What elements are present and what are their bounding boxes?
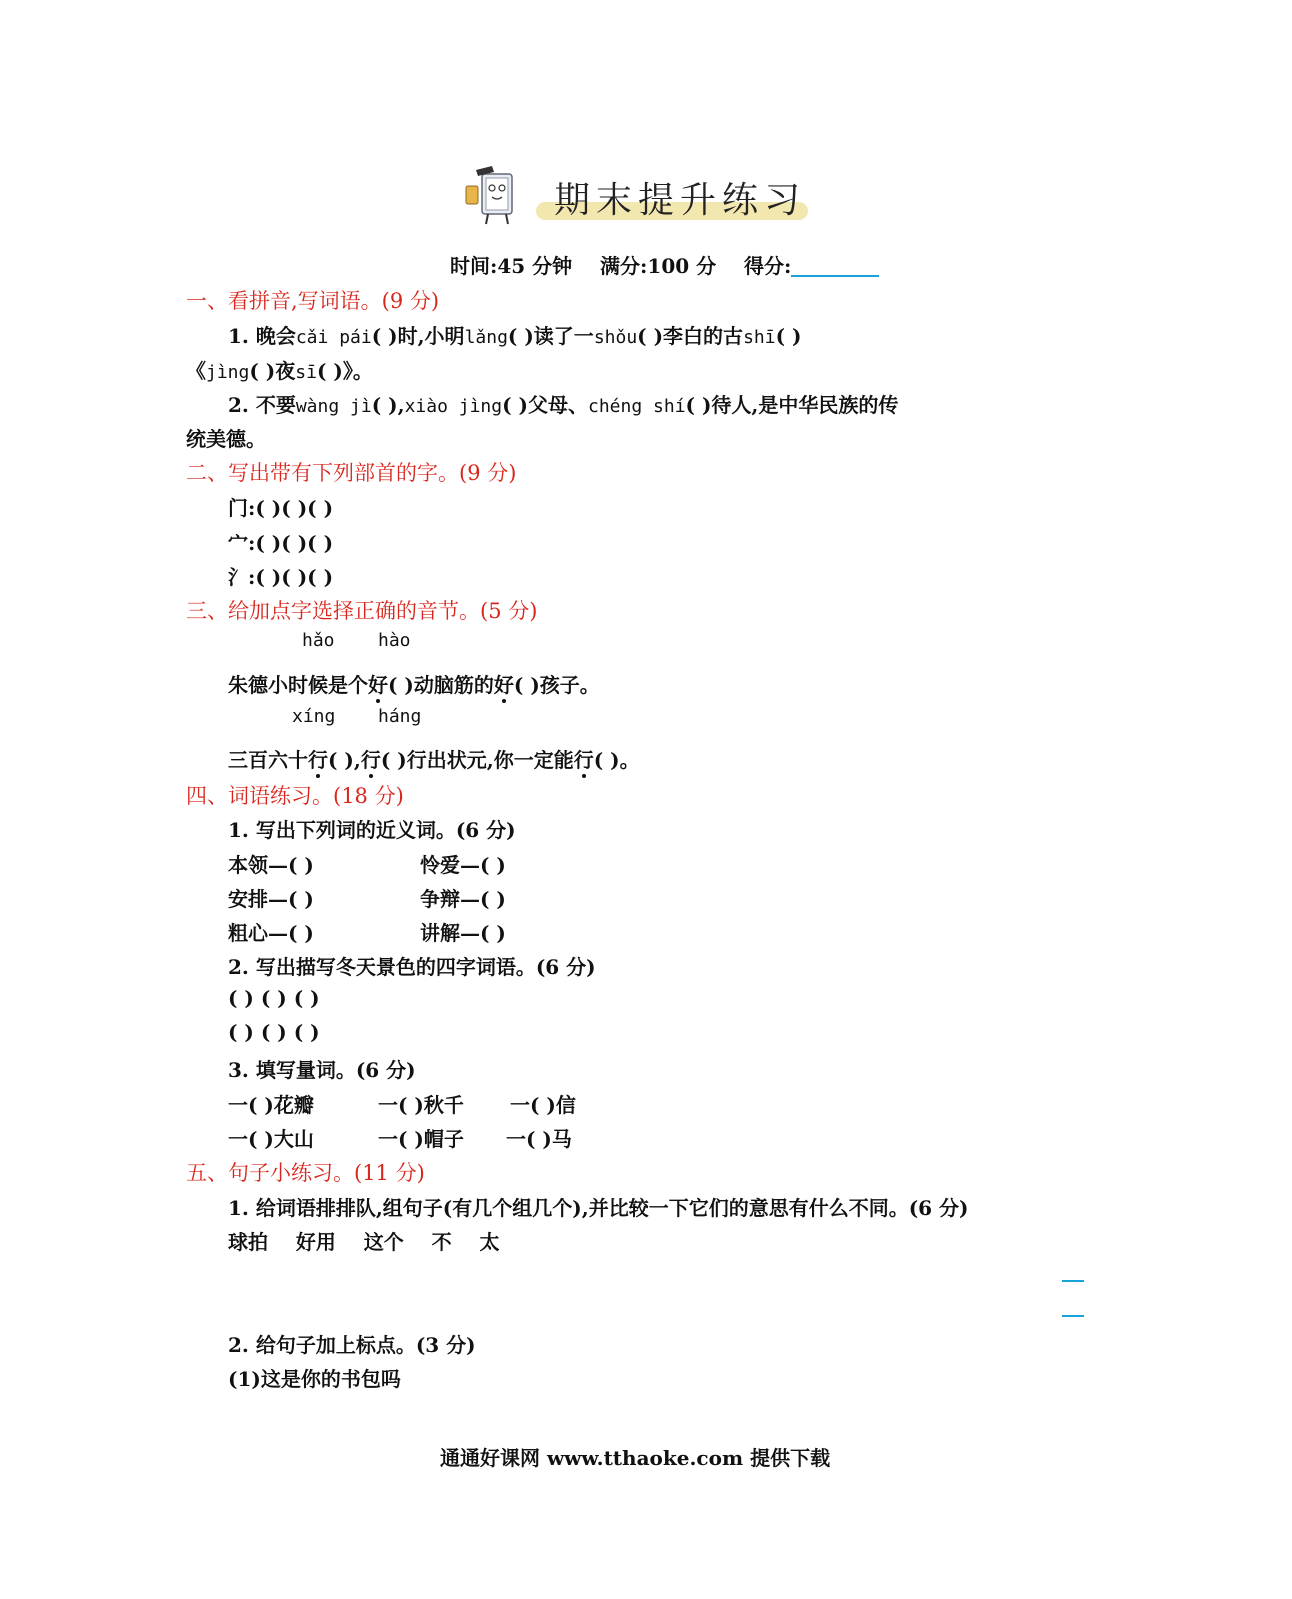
radical-row[interactable]: 宀:( )( )( ) <box>228 531 334 555</box>
blank-text[interactable]: ( ) <box>775 324 802 348</box>
word: 好用 <box>295 1230 336 1254</box>
word: 不 <box>431 1230 452 1254</box>
measure-word-item[interactable]: 一( )大山 <box>228 1127 314 1151</box>
blank-text[interactable]: ( )》。 <box>316 359 373 383</box>
score-field[interactable] <box>791 261 879 277</box>
blank-text[interactable]: ( )李白的古 <box>637 324 744 348</box>
text: 三百六十 <box>228 748 308 772</box>
s1-q2-line2: 统美德。 <box>186 427 266 451</box>
measure-word-item[interactable]: 一( )帽子 <box>378 1127 464 1151</box>
blank-text[interactable]: ( ), <box>328 748 361 772</box>
s5-q2-item: (1)这是你的书包吗 <box>228 1367 401 1391</box>
s1-q1-line2 <box>186 355 373 384</box>
pinyin: cǎi pái <box>295 327 372 348</box>
title-banner <box>536 172 808 224</box>
text: 《 <box>186 359 206 383</box>
blank-text[interactable]: ( )动脑筋的 <box>388 673 494 697</box>
four-char-blanks[interactable]: ( ) ( ) ( ) <box>228 986 320 1010</box>
pinyin: wàng jì <box>295 396 372 417</box>
synonym-item[interactable]: 本领—( ) <box>228 853 314 877</box>
s3-sentence-1 <box>228 669 600 698</box>
synonym-item[interactable]: 粗心—( ) <box>228 921 314 945</box>
s4-q1: 1. 写出下列词的近义词。(6 分) <box>228 818 516 842</box>
word: 球拍 <box>228 1230 268 1254</box>
section-2-heading: 二、写出带有下列部首的字。(9 分) <box>186 461 517 485</box>
s1-q1-line1 <box>228 320 801 349</box>
word: 这个 <box>363 1230 404 1254</box>
synonym-item[interactable]: 怜爱—( ) <box>420 853 506 877</box>
text: 1. 晚会 <box>228 324 296 348</box>
dotted-char: 行 <box>574 744 594 773</box>
s3-sentence-2 <box>228 744 640 773</box>
blank-text[interactable]: ( )待人,是中华民族的传 <box>685 393 899 417</box>
time-limit: 时间:45 分钟 <box>450 254 573 278</box>
radical-row[interactable]: 氵:( )( )( ) <box>228 565 334 589</box>
dotted-char: 行 <box>308 744 328 773</box>
pinyin: sī <box>295 362 317 383</box>
dotted-char: 好 <box>368 669 388 698</box>
section-1-heading: 一、看拼音,写词语。(9 分) <box>186 289 440 313</box>
text: 2. 不要 <box>228 393 296 417</box>
blank-text[interactable]: ( )。 <box>593 748 640 772</box>
s4-q2: 2. 写出描写冬天景色的四字词语。(6 分) <box>228 955 596 979</box>
pinyin: jìng <box>206 362 250 383</box>
word: 太 <box>479 1230 500 1254</box>
pinyin-option: xíng <box>292 706 336 727</box>
synonym-item[interactable]: 争辩—( ) <box>420 887 506 911</box>
s1-q2-line1 <box>228 389 898 418</box>
blank-text[interactable]: ( )父母、 <box>502 393 588 417</box>
full-score: 满分:100 分 <box>600 254 717 278</box>
pinyin-option: hào <box>378 630 411 651</box>
section-3-heading: 三、给加点字选择正确的音节。(5 分) <box>186 599 538 623</box>
radical-row[interactable]: 门:( )( )( ) <box>228 496 334 520</box>
pinyin: shī <box>743 327 776 348</box>
section-4-heading: 四、词语练习。(18 分) <box>186 784 404 808</box>
s4-q3: 3. 填写量词。(6 分) <box>228 1058 416 1082</box>
meta-line <box>450 250 879 279</box>
blank-text[interactable]: ( ), <box>371 393 405 417</box>
pinyin: shǒu <box>593 327 638 348</box>
pinyin-option: háng <box>378 706 422 727</box>
blank-text[interactable]: ( )读了一 <box>507 324 594 348</box>
four-char-blanks[interactable]: ( ) ( ) ( ) <box>228 1020 320 1044</box>
synonym-item[interactable]: 讲解—( ) <box>420 921 506 945</box>
s5-q1: 1. 给词语排排队,组句子(有几个组几个),并比较一下它们的意思有什么不同。(6 分) <box>228 1196 969 1220</box>
text: 朱德小时候是个 <box>228 673 368 697</box>
blank-text[interactable]: ( )时,小明 <box>371 324 465 348</box>
measure-word-item[interactable]: 一( )秋千 <box>378 1093 464 1117</box>
page-title: 期末提升练习 <box>554 180 807 221</box>
word-bank <box>228 1226 499 1255</box>
blank-text[interactable]: ( )夜 <box>249 359 296 383</box>
pinyin-option: hǎo <box>302 630 335 651</box>
pinyin: lǎng <box>464 327 508 348</box>
footer-credit: 通通好课网 www.tthaoke.com 提供下载 <box>440 1446 831 1470</box>
synonym-item[interactable]: 安排—( ) <box>228 887 314 911</box>
measure-word-item[interactable]: 一( )信 <box>510 1093 576 1117</box>
dotted-char: 好 <box>494 669 514 698</box>
book-mascot-icon <box>462 160 532 234</box>
score-label: 得分: <box>744 254 792 278</box>
answer-line[interactable] <box>1062 1315 1084 1317</box>
answer-line[interactable] <box>1062 1280 1084 1282</box>
section-5-heading: 五、句子小练习。(11 分) <box>186 1161 425 1185</box>
blank-text[interactable]: ( )行出状元,你一定能 <box>380 748 574 772</box>
s5-q2: 2. 给句子加上标点。(3 分) <box>228 1333 476 1357</box>
measure-word-item[interactable]: 一( )马 <box>506 1127 572 1151</box>
pinyin: chéng shí <box>588 396 686 417</box>
dotted-char: 行 <box>361 744 381 773</box>
measure-word-item[interactable]: 一( )花瓣 <box>228 1093 314 1117</box>
blank-text[interactable]: ( )孩子。 <box>513 673 600 697</box>
pinyin: xiào jìng <box>404 396 503 417</box>
